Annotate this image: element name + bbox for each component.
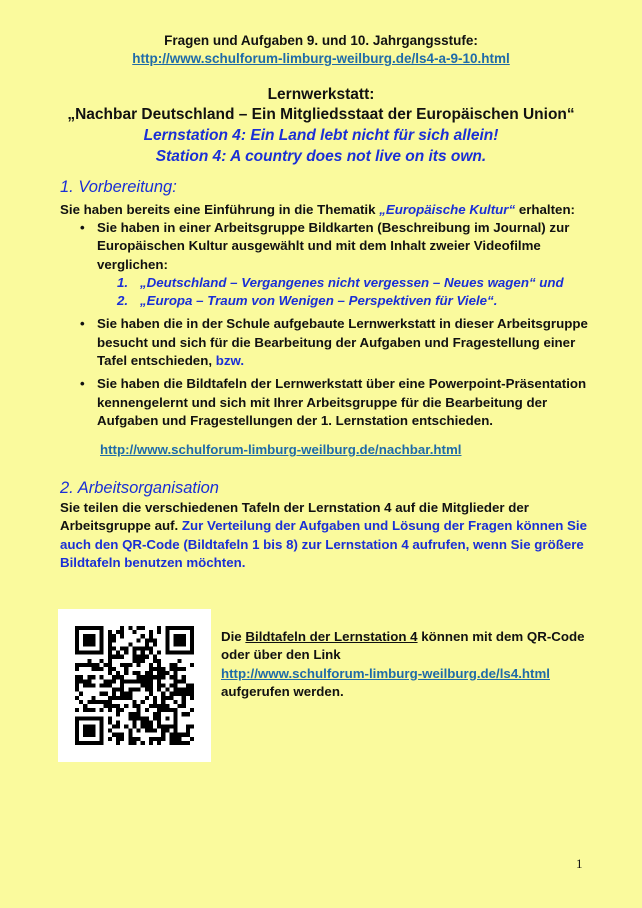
qr-text-suffix: können mit dem QR-Code oder über den Link <box>221 629 585 663</box>
film-number: 1. <box>117 274 129 290</box>
film-title: „Deutschland – Vergangenes nicht vergessen – Neues wagen“ und <box>140 274 564 290</box>
bullet-text: Sie haben die Bildtafeln der Lernwerkstatt über eine Powerpoint-Präsentation kennengelernt und sich mit Ihrer Arbeitsgruppe für die Bearbeitung der Aufgaben und Fragestellungen der 1. Lernstation entschieden. <box>97 376 587 428</box>
bullet-icon: • <box>80 220 85 235</box>
film-item <box>97 274 600 292</box>
main-subtitle: „Nachbar Deutschland – Ein Mitgliedsstaat der Europäischen Union“ <box>67 106 575 123</box>
organisation-text: Sie teilen die verschiedenen Tafeln der Lernstation 4 auf die Mitglieder der Arbeitsgruppe auf. <box>60 500 529 534</box>
qr-text-prefix: Die <box>221 629 246 644</box>
section-heading-vorbereitung: 1. Vorbereitung: <box>60 178 177 196</box>
bullet-icon: • <box>80 316 85 332</box>
bullet-bzw: bzw. <box>215 353 245 369</box>
qr-text-underlined: Bildtafeln der Lernstation 4 <box>245 629 418 644</box>
header-link-row <box>0 51 642 66</box>
bullet-icon: • <box>80 376 85 392</box>
film-number: 2. <box>117 293 129 309</box>
qr-text-end: aufgerufen werden. <box>221 683 344 699</box>
intro-paragraph <box>60 201 600 219</box>
film-list <box>97 274 600 311</box>
qr-description <box>221 628 601 701</box>
bullet-text: Sie haben in einer Arbeitsgruppe Bildkarten (Beschreibung im Journal) zur Europäischen Kultur ausgewählt und mit dem Inhalt zweier Videofilme verglichen: <box>97 220 570 272</box>
organisation-paragraph <box>60 499 590 572</box>
nachbar-link[interactable]: http://www.schulforum-limburg-weilburg.de/nachbar.html <box>100 442 462 457</box>
bullet-text: Sie haben die in der Schule aufgebaute Lernwerkstatt in dieser Arbeitsgruppe besucht und sich für die Bearbeitung der Aufgaben und Fragestellung einer Tafel entschieden, <box>97 316 588 369</box>
film-title: „Europa – Traum von Wenigen – Perspektiven für Viele“. <box>140 293 498 309</box>
station-title-en: Station 4: A country does not live on its own. <box>155 148 487 165</box>
intro-text-after: erhalten: <box>515 202 575 217</box>
intro-text-before: Sie haben bereits eine Einführung in die Thematik <box>60 202 380 217</box>
list-item <box>60 315 600 370</box>
list-item <box>60 375 600 430</box>
ls4-link[interactable]: http://www.schulforum-limburg-weilburg.de/ls4.html <box>221 665 550 681</box>
station-title-de: Lernstation 4: Ein Land lebt nicht für sich allein! <box>143 127 499 144</box>
film-item <box>97 292 600 310</box>
nachbar-link-row <box>100 441 600 459</box>
header-line: Fragen und Aufgaben 9. und 10. Jahrgangsstufe: <box>164 33 478 48</box>
organisation-text-qr: Zur Verteilung der Aufgaben und Lösung der Fragen können Sie auch den QR-Code (Bildtafeln 1 bis 8) zur Lernstation 4 aufrufen, wenn Sie größere Bildtafeln benutzen möchten. <box>60 518 588 570</box>
header-link[interactable]: http://www.schulforum-limburg-weilburg.de/ls4-a-9-10.html <box>132 51 510 66</box>
section-heading-arbeitsorganisation: 2. Arbeitsorganisation <box>60 479 219 497</box>
qr-code-icon[interactable] <box>75 626 194 745</box>
list-item <box>60 219 600 310</box>
lernwerkstatt-title: Lernwerkstatt: <box>267 86 375 103</box>
qr-code-panel <box>58 609 211 762</box>
preparation-list <box>60 219 600 430</box>
intro-topic: „Europäische Kultur“ <box>379 202 516 217</box>
page-number: 1 <box>576 856 583 871</box>
